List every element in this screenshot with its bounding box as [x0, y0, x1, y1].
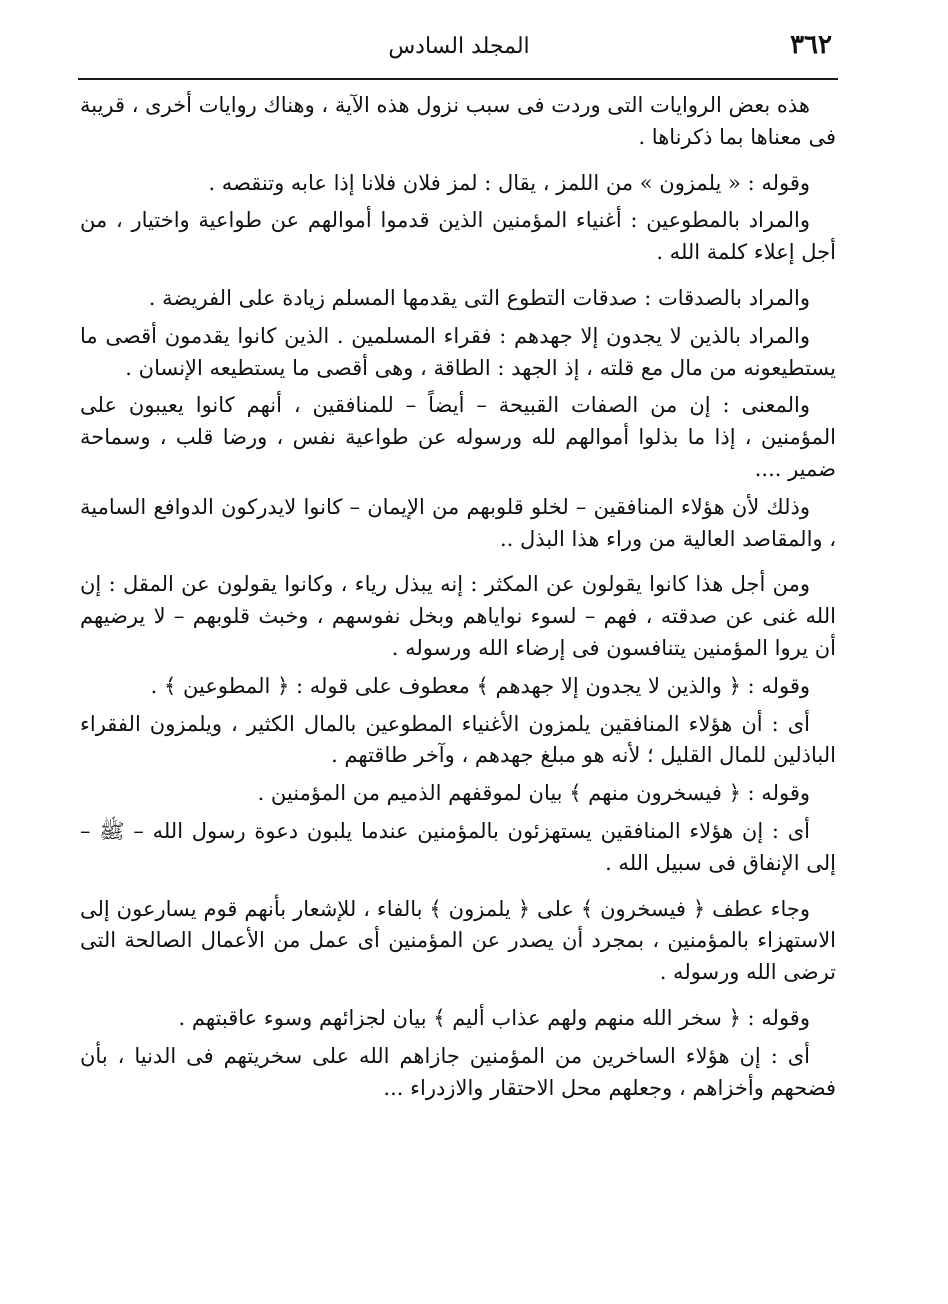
paragraph: والمراد بالذين لا يجدون إلا جهدهم : فقراء المسلمين . الذين كانوا يقدمون أقصى ما يستطيعونه من مال مع قلته ، إذ الجهد : الطاقة ، وهى أقصى ما يستطيعه الإنسان .: [80, 323, 836, 380]
running-title: المجلد السادس: [388, 34, 530, 59]
page-number: ٣٦٢: [790, 30, 832, 60]
paragraph: وقوله : ﴿ فيسخرون منهم ﴾ بيان لموقفهم الذميم من المؤمنين .: [257, 781, 810, 806]
page-header: [78, 22, 840, 78]
paragraph: أى : أن هؤلاء المنافقين يلمزون الأغنياء المطوعين بالمال الكثير ، ويلمزون الفقراء الباذلين للمال القليل ؛ لأنه هو مبلغ جهدهم ، وآخر طاقتهم .: [80, 711, 836, 768]
paragraph: وقوله : ﴿ والذين لا يجدون إلا جهدهم ﴾ معطوف على قوله : ﴿ المطوعين ﴾ .: [150, 673, 810, 698]
paragraph: هذه بعض الروايات التى وردت فى سبب نزول هذه الآية ، وهناك روايات أخرى ، قريبة فى معناها بما ذكرناها .: [79, 93, 836, 149]
paragraph: ومن أجل هذا كانوا يقولون عن المكثر : إنه يبذل رياء ، وكانوا يقولون عن المقل : إن الله غنى عن صدقته ، فهم – لسوء نواياهم وبخل نفوسهم ، وخبث قلوبهم – لا يرضيهم أن يروا المؤمنين يتنافسون فى إرضاء الله ورسوله .: [80, 572, 836, 660]
paragraph: وجاء عطف ﴿ فيسخرون ﴾ على ﴿ يلمزون ﴾ بالفاء ، للإشعار بأنهم قوم يسارعون إلى الاستهزاء بالمؤمنين ، بمجرد أن يصدر عن المؤمنين أى عمل من الأعمال الصالحة التى ترضى الله ورسوله .: [80, 896, 836, 985]
paragraph: وذلك لأن هؤلاء المنافقين – لخلو قلوبهم من الإيمان – كانوا لايدركون الدوافع السامية ، والمقاصد العالية من وراء هذا البذل ..: [80, 494, 836, 551]
paragraph: وقوله : ﴿ سخر الله منهم ولهم عذاب أليم ﴾ بيان لجزائهم وسوء عاقبتهم .: [178, 1005, 810, 1030]
body-text: [80, 90, 836, 1110]
paragraph: والمراد بالصدقات : صدقات التطوع التى يقدمها المسلم زيادة على الفريضة .: [148, 285, 810, 310]
paragraph: وقوله : « يلمزون » من اللمز ، يقال : لمز فلان فلانا إذا عابه وتنقصه .: [208, 170, 810, 195]
header-rule: [78, 78, 838, 80]
paragraph: أى : إن هؤلاء المنافقين يستهزئون بالمؤمنين عندما يلبون دعوة رسول الله – ﷺ – إلى الإنفاق فى سبيل الله .: [80, 818, 836, 875]
paragraph: أى : إن هؤلاء الساخرين من المؤمنين جازاهم الله على سخريتهم فى الدنيا ، بأن فضحهم وأخزاهم ، وجعلهم محل الاحتقار والازدراء ...: [80, 1043, 836, 1100]
paragraph: والمعنى : إن من الصفات القبيحة – أيضاً – للمنافقين ، أنهم كانوا يعيبون على المؤمنين ، إذا ما بذلوا أموالهم لله ورسوله عن طواعية نفس ، ورضا قلب ، وسماحة ضمير ....: [80, 393, 836, 481]
paragraph: والمراد بالمطوعين : أغنياء المؤمنين الذين قدموا أموالهم عن طواعية واختيار ، من أجل إعلاء كلمة الله .: [80, 208, 836, 265]
